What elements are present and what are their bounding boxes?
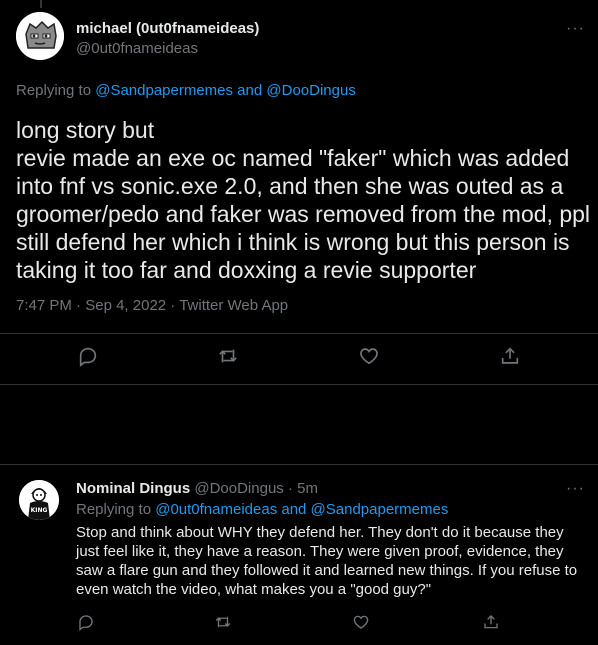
replying-to (16, 82, 356, 99)
avatar[interactable] (19, 480, 59, 520)
reply-icon[interactable] (77, 613, 95, 631)
more-options-button[interactable]: ··· (566, 480, 585, 497)
avatar-character-icon (19, 480, 59, 520)
like-icon[interactable] (358, 345, 380, 367)
retweet-icon[interactable] (217, 345, 239, 367)
tweet-time[interactable]: 7:47 PM (16, 297, 72, 314)
author-handle[interactable]: @0ut0fnameideas (76, 40, 198, 57)
meta-separator: · (76, 297, 82, 314)
reply-text: Stop and think about WHY they defend her. They don't do it because they just feel like it, they have a reason. They were given proof, evidence, they saw a flare gun and they followed it and learned new things. If you refuse to even watch the video, what makes you a "good guy?" (76, 524, 578, 598)
author-name[interactable]: michael (0ut0fnameideas) (76, 20, 260, 37)
tweet-text (16, 116, 591, 284)
reply-header (76, 480, 318, 497)
avatar-shirt-text: KING (30, 507, 48, 514)
replying-prefix: Replying to (76, 501, 152, 518)
tweet-text-line-2: revie made an exe oc named "faker" which was added into fnf vs sonic.exe 2.0, and then she was outed as a groomer/pedo and faker was removed from the mod, ppl still defend her which i think is wrong but this person is taking it too far and doxxing a revie supporter (16, 145, 591, 283)
divider (0, 333, 598, 334)
tweet-date[interactable]: Sep 4, 2022 (85, 297, 167, 314)
reply-age[interactable]: 5m (297, 480, 318, 497)
avatar-face-icon (16, 12, 64, 60)
more-options-button[interactable]: ··· (566, 20, 585, 37)
like-icon[interactable] (352, 613, 370, 631)
avatar[interactable] (16, 12, 64, 60)
reply-icon[interactable] (77, 345, 99, 367)
divider (0, 384, 598, 385)
tweet-source[interactable]: Twitter Web App (179, 297, 289, 314)
share-icon[interactable] (499, 345, 521, 367)
reply-author-name[interactable]: Nominal Dingus (76, 480, 191, 497)
share-icon[interactable] (482, 613, 500, 631)
replying-to-link[interactable]: @0ut0fnameideas and @Sandpapermemes (155, 501, 449, 518)
replying-to (76, 501, 448, 518)
divider (0, 464, 598, 465)
replying-to-link[interactable]: @Sandpapermemes and @DooDingus (95, 82, 356, 99)
meta-separator: · (287, 480, 293, 497)
reply-author-handle[interactable]: @DooDingus (194, 480, 284, 497)
meta-separator: · (170, 297, 176, 314)
replying-prefix: Replying to (16, 82, 92, 99)
retweet-icon[interactable] (214, 613, 232, 631)
tweet-text-line-1: long story but (16, 117, 155, 143)
tweet-meta (16, 297, 288, 314)
thread-line (40, 0, 42, 8)
